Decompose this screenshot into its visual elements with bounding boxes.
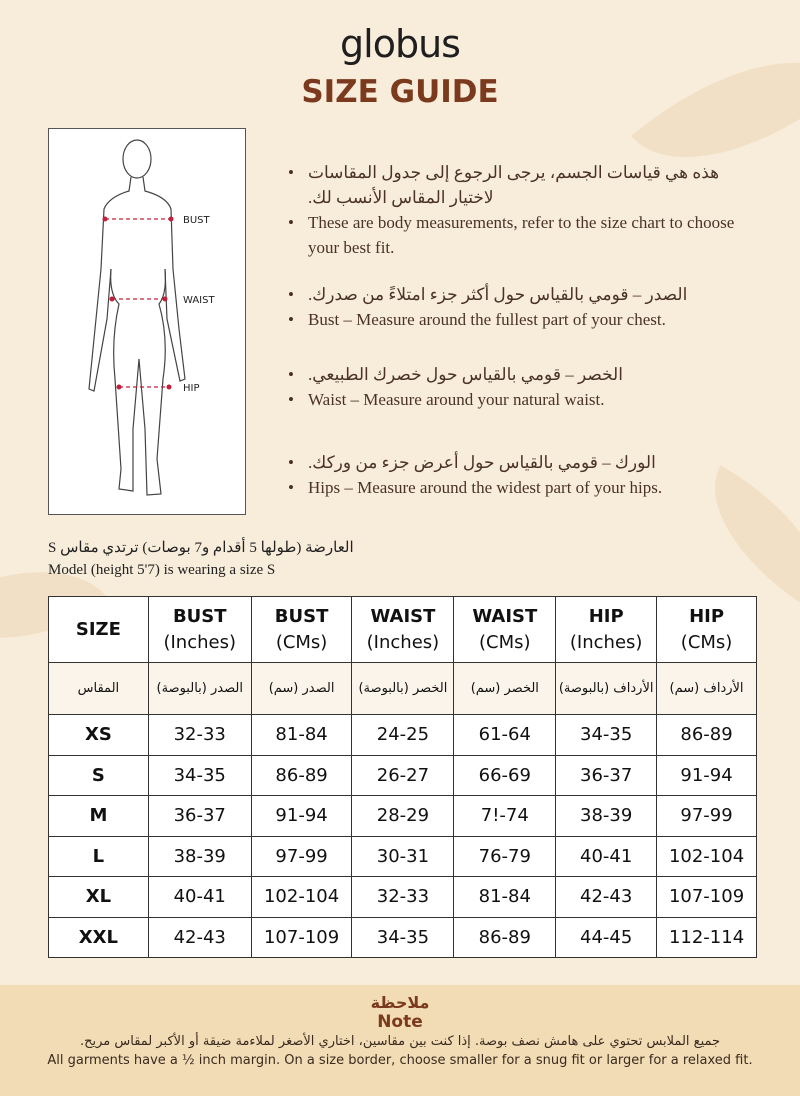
table-arabic-header-row (49, 663, 757, 715)
page-title: SIZE GUIDE (301, 74, 499, 110)
measurement-cell: 91-94 (657, 755, 757, 796)
column-header-title: BUST (274, 605, 329, 627)
measurement-cell: 34-35 (556, 715, 657, 756)
measurement-cell: 44-45 (556, 917, 657, 958)
size-cell: L (49, 836, 149, 877)
measurement-cell: 102-104 (657, 836, 757, 877)
column-header-title: SIZE (75, 618, 121, 640)
column-header-unit: (CMs) (680, 631, 733, 653)
column-header-unit: (CMs) (479, 631, 531, 653)
measurement-cell: 34-35 (148, 755, 251, 796)
size-cell: XL (49, 877, 149, 918)
arabic-column-header: الصدر (سم) (251, 663, 352, 715)
measurement-cell: 81-84 (251, 715, 352, 756)
measurement-cell: 86-89 (454, 917, 556, 958)
measurement-cell: 86-89 (251, 755, 352, 796)
arabic-column-header: الصدر (بالبوصة) (148, 663, 251, 715)
bullet-ar: • الورك – قومي بالقياس حول أعرض جزء من وركك. (288, 450, 758, 475)
brand-logo: globus (340, 22, 460, 66)
column-header (148, 597, 251, 663)
column-header-title: WAIST (472, 605, 538, 627)
bullet-ar: • الخصر – قومي بالقياس حول خصرك الطبيعي. (288, 362, 758, 387)
measurement-cell: 36-37 (556, 755, 657, 796)
column-header-unit: (Inches) (366, 631, 440, 653)
bullet-ar: • هذه هي قياسات الجسم، يرجى الرجوع إلى جدول المقاسات لاختيار المقاس الأنسب لك. (288, 160, 758, 210)
body-measurement-figure (48, 128, 246, 515)
column-header-unit: (Inches) (569, 631, 643, 653)
table-row (49, 836, 757, 877)
size-cell: XXL (49, 917, 149, 958)
size-cell: S (49, 755, 149, 796)
measurement-cell: 42-43 (148, 917, 251, 958)
bullet-en: • Waist – Measure around your natural waist. (288, 387, 758, 412)
column-header-title: WAIST (370, 605, 436, 627)
arabic-column-header: الخصر (سم) (454, 663, 556, 715)
measurement-cell: 42-43 (556, 877, 657, 918)
waist-label: WAIST (183, 295, 215, 306)
table-row (49, 877, 757, 918)
model-info-ar: العارضة (طولها 5 أقدام و7 بوصات) ترتدي مقاس S (48, 540, 354, 556)
bullet-ar: • الصدر – قومي بالقياس حول أكثر جزء امتلاءً من صدرك. (288, 282, 758, 307)
size-cell: XS (49, 715, 149, 756)
measurement-cell: 107-109 (251, 917, 352, 958)
arabic-column-header: المقاس (49, 663, 149, 715)
measurement-cell: 86-89 (657, 715, 757, 756)
column-header (454, 597, 556, 663)
column-header (251, 597, 352, 663)
measurement-cell: 107-109 (657, 877, 757, 918)
column-header (657, 597, 757, 663)
measurement-instructions (288, 160, 758, 530)
measurement-cell: 30-31 (352, 836, 454, 877)
note-title-ar: ملاحظة (370, 993, 430, 1012)
measurement-cell: 26-27 (352, 755, 454, 796)
measurement-cell: 112-114 (657, 917, 757, 958)
measurement-cell: 38-39 (556, 796, 657, 837)
table-row (49, 796, 757, 837)
column-header-unit: (Inches) (163, 631, 236, 653)
table-row (49, 715, 757, 756)
table-header-row (49, 597, 757, 663)
measurement-cell: 36-37 (148, 796, 251, 837)
bullet-en: • Bust – Measure around the fullest part of your chest. (288, 307, 758, 332)
measurement-cell: 7!-74 (454, 796, 556, 837)
bullet-en: • Hips – Measure around the widest part of your hips. (288, 475, 758, 500)
size-cell: M (49, 796, 149, 837)
arabic-column-header: الأرداف (بالبوصة) (556, 663, 657, 715)
column-header-title: HIP (588, 605, 624, 627)
measurement-cell: 38-39 (148, 836, 251, 877)
measurement-cell: 97-99 (251, 836, 352, 877)
note-title-en: Note (377, 1012, 423, 1032)
note-text-ar: جميع الملابس تحتوي على هامش نصف بوصة. إذا كنت بين مقاسين، اختاري الأصغر لملاءمة ضيقة أو الأكبر لمقاس مريح. (79, 1034, 721, 1049)
model-info (48, 537, 354, 581)
model-info-en: Model (height 5'7) is wearing a size S (48, 562, 276, 578)
measurement-cell: 28-29 (352, 796, 454, 837)
table-row (49, 917, 757, 958)
measurement-cell: 24-25 (352, 715, 454, 756)
size-chart-table (48, 596, 757, 958)
column-header-title: BUST (172, 605, 227, 627)
measurement-cell: 81-84 (454, 877, 556, 918)
column-header (556, 597, 657, 663)
measurement-cell: 40-41 (148, 877, 251, 918)
measurement-cell: 34-35 (352, 917, 454, 958)
measurement-cell: 66-69 (454, 755, 556, 796)
measurement-cell: 76-79 (454, 836, 556, 877)
column-header (352, 597, 454, 663)
body-outline-illustration (49, 129, 247, 516)
arabic-column-header: الأرداف (سم) (657, 663, 757, 715)
hip-label: HIP (183, 383, 200, 394)
column-header (49, 597, 149, 663)
measurement-cell: 102-104 (251, 877, 352, 918)
measurement-cell: 40-41 (556, 836, 657, 877)
measurement-cell: 97-99 (657, 796, 757, 837)
column-header-unit: (CMs) (275, 631, 328, 653)
table-row (49, 755, 757, 796)
measurement-cell: 61-64 (454, 715, 556, 756)
bust-label: BUST (183, 215, 210, 226)
measurement-cell: 32-33 (148, 715, 251, 756)
bullet-en: • These are body measurements, refer to the size chart to choose your best fit. (288, 210, 758, 260)
measurement-cell: 91-94 (251, 796, 352, 837)
measurement-cell: 32-33 (352, 877, 454, 918)
note-text-en: All garments have a ½ inch margin. On a size border, choose smaller for a snug fit or larger for a relaxed fit. (47, 1053, 753, 1068)
arabic-column-header: الخصر (بالبوصة) (352, 663, 454, 715)
column-header-title: HIP (689, 605, 725, 627)
note-section (0, 985, 800, 1096)
